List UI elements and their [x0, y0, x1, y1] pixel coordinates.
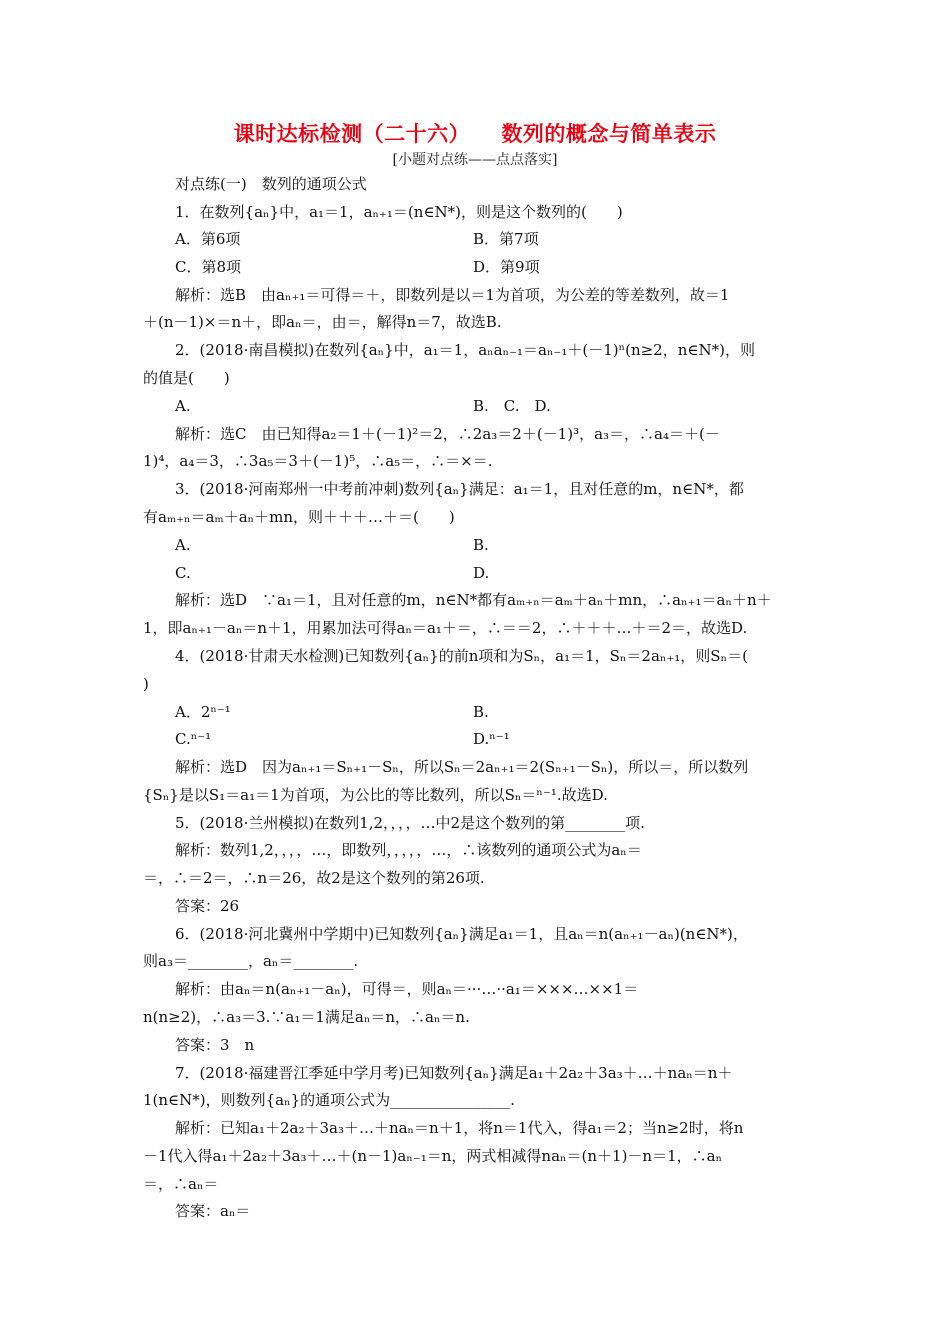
- question-line: 有aₘ₊ₙ＝aₘ＋aₙ＋mn，则＋＋＋…＋＝( ): [143, 508, 455, 526]
- section-heading: 对点练(一) 数列的通项公式: [175, 175, 367, 193]
- solution-line: 解析：选B 由aₙ₊₁＝可得＝＋，即数列是以＝1为首项，为公差的等差数列，故＝1: [175, 286, 730, 304]
- solution-line: 解析：选C 由已知得a₂＝1＋(－1)²＝2，∴2a₃＝2＋(－1)³，a₃＝，∴a₄＝＋(－: [175, 425, 720, 443]
- solution-line: n(n≥2)，∴a₃＝3.∵a₁＝1满足aₙ＝n，∴aₙ＝n.: [143, 1008, 470, 1026]
- question-line: 2．(2018·南昌模拟)在数列{aₙ}中，a₁＝1，aₙaₙ₋₁＝aₙ₋₁＋(－1)ⁿ(n≥2，n∈N*)，则: [175, 341, 755, 359]
- option-line: A．2ⁿ⁻¹: [175, 703, 231, 721]
- option-line: D.: [473, 564, 490, 582]
- solution-line: {Sₙ}是以S₁＝a₁＝1为首项，为公比的等比数列，所以Sₙ＝ⁿ⁻¹.故选D.: [143, 786, 608, 804]
- option-line: D.ⁿ⁻¹: [473, 730, 510, 748]
- solution-line: ＝，∴＝2＝，∴n＝26，故2是这个数列的第26项.: [143, 869, 485, 887]
- option-line: B. C. D.: [473, 397, 551, 415]
- solution-line: －1代入得a₁＋2a₂＋3a₃＋…＋(n－1)aₙ₋₁＝n，两式相减得naₙ＝(n＋1)－n＝1，∴aₙ: [143, 1147, 723, 1165]
- option-line: B.: [473, 536, 489, 554]
- option-line: C.: [175, 564, 191, 582]
- solution-line: 解析：由aₙ＝n(aₙ₊₁－aₙ)，可得＝，则aₙ＝···…··a₁＝×××…××1＝: [175, 980, 639, 998]
- option-line: C.ⁿ⁻¹: [175, 730, 212, 748]
- option-line: D．第9项: [473, 258, 540, 276]
- answer-line: 答案：aₙ＝: [175, 1202, 251, 1220]
- question-line: 1(n∈N*)，则数列{aₙ}的通项公式为________________.: [143, 1091, 515, 1109]
- option-line: A.: [175, 397, 191, 415]
- question-line: 6．(2018·河北冀州中学期中)已知数列{aₙ}满足a₁＝1，且aₙ＝n(aₙ₊₁－aₙ)(n∈N*)，: [175, 925, 748, 943]
- option-line: A.: [175, 536, 191, 554]
- solution-line: 解析：选D 因为aₙ₊₁＝Sₙ₊₁－Sₙ，所以Sₙ＝2aₙ₊₁＝2(Sₙ₊₁－Sₙ)，所以＝，所以数列: [175, 758, 749, 776]
- solution-line: 1，即aₙ₊₁－aₙ＝n＋1，用累加法可得aₙ＝a₁＋＝，∴＝＝2，∴＋＋＋…＋＝2＝，故选D.: [143, 619, 748, 637]
- page-subtitle: [小题对点练——点点落实]: [392, 152, 558, 168]
- question-line: 4．(2018·甘肃天水检测)已知数列{aₙ}的前n项和为Sₙ，a₁＝1，Sₙ＝2aₙ₊₁，则Sₙ＝(: [175, 647, 748, 665]
- question-line: 的值是( ): [143, 369, 230, 387]
- question-line: 3．(2018·河南郑州一中考前冲刺)数列{aₙ}满足：a₁＝1，且对任意的m，n∈N*，都: [175, 480, 744, 498]
- solution-line: 解析：已知a₁＋2a₂＋3a₃＋…＋naₙ＝n＋1，将n＝1代入，得a₁＝2；当n≥2时，将n: [175, 1119, 744, 1137]
- option-line: B.: [473, 703, 489, 721]
- question-line: 7．(2018·福建晋江季延中学月考)已知数列{aₙ}满足a₁＋2a₂＋3a₃＋…＋naₙ＝n＋: [175, 1064, 733, 1082]
- answer-line: 答案：3 n: [175, 1036, 255, 1054]
- solution-line: 解析：选D ∵a₁＝1，且对任意的m，n∈N*都有aₘ₊ₙ＝aₘ＋aₙ＋mn，∴aₙ₊₁＝aₙ＋n＋: [175, 591, 772, 609]
- answer-line: 答案：26: [175, 897, 240, 915]
- solution-line: 解析：数列1,2，，，，…，即数列，，，，，…，∴该数列的通项公式为aₙ＝: [175, 841, 642, 859]
- question-line: 则a₃＝________，aₙ＝________.: [143, 952, 359, 970]
- option-line: A．第6项: [175, 230, 241, 248]
- question-line: 1．在数列{aₙ}中，a₁＝1，aₙ₊₁＝(n∈N*)，则是这个数列的( ): [175, 203, 623, 221]
- question-line: ): [143, 675, 149, 693]
- solution-line: 1)⁴，a₄＝3，∴3a₅＝3＋(－1)⁵，∴a₅＝，∴＝×＝.: [143, 452, 493, 470]
- solution-line: ＝，∴aₙ＝: [143, 1175, 219, 1193]
- option-line: C．第8项: [175, 258, 242, 276]
- option-line: B．第7项: [473, 230, 539, 248]
- solution-line: ＋(n－1)×＝n＋，即aₙ＝，由＝，解得n＝7，故选B.: [143, 313, 502, 331]
- question-line: 5．(2018·兰州模拟)在数列1,2，，，，…中2是这个数列的第________项.: [175, 814, 645, 832]
- page-title: 课时达标检测（二十六） 数列的概念与简单表示: [233, 122, 717, 146]
